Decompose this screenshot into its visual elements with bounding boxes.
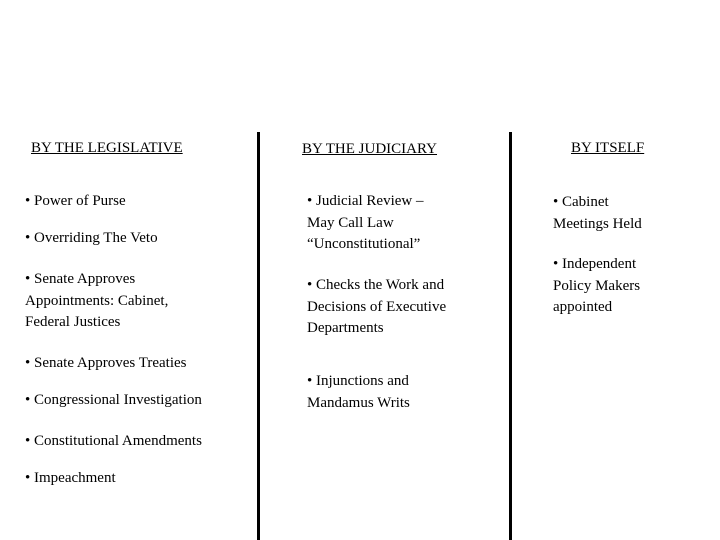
list-item: • Independent Policy Makers appointed: [553, 256, 641, 315]
column-divider-left: [257, 132, 260, 540]
heading-legislative: BY THE LEGISLATIVE: [31, 140, 183, 156]
list-item: • Senate Approves Treaties: [25, 355, 187, 371]
list-item: • Power of Purse: [25, 193, 126, 209]
list-item: • Senate Approves Appointments: Cabinet, Federal Justices: [25, 271, 169, 330]
column-divider-right: [509, 132, 512, 540]
list-item: • Injunctions and Mandamus Writs: [307, 373, 410, 411]
list-item: • Impeachment: [25, 470, 116, 486]
list-item: • Constitutional Amendments: [25, 433, 202, 449]
heading-judiciary: BY THE JUDICIARY: [302, 141, 438, 157]
list-item: • Checks the Work and Decisions of Executive Departments: [307, 277, 447, 336]
list-item: • Congressional Investigation: [25, 392, 202, 408]
heading-itself: BY ITSELF: [571, 140, 645, 156]
list-item: • Cabinet Meetings Held: [553, 194, 642, 232]
list-item: • Judicial Review – May Call Law “Unconstitutional”: [307, 193, 424, 252]
list-item: • Overriding The Veto: [25, 230, 158, 246]
